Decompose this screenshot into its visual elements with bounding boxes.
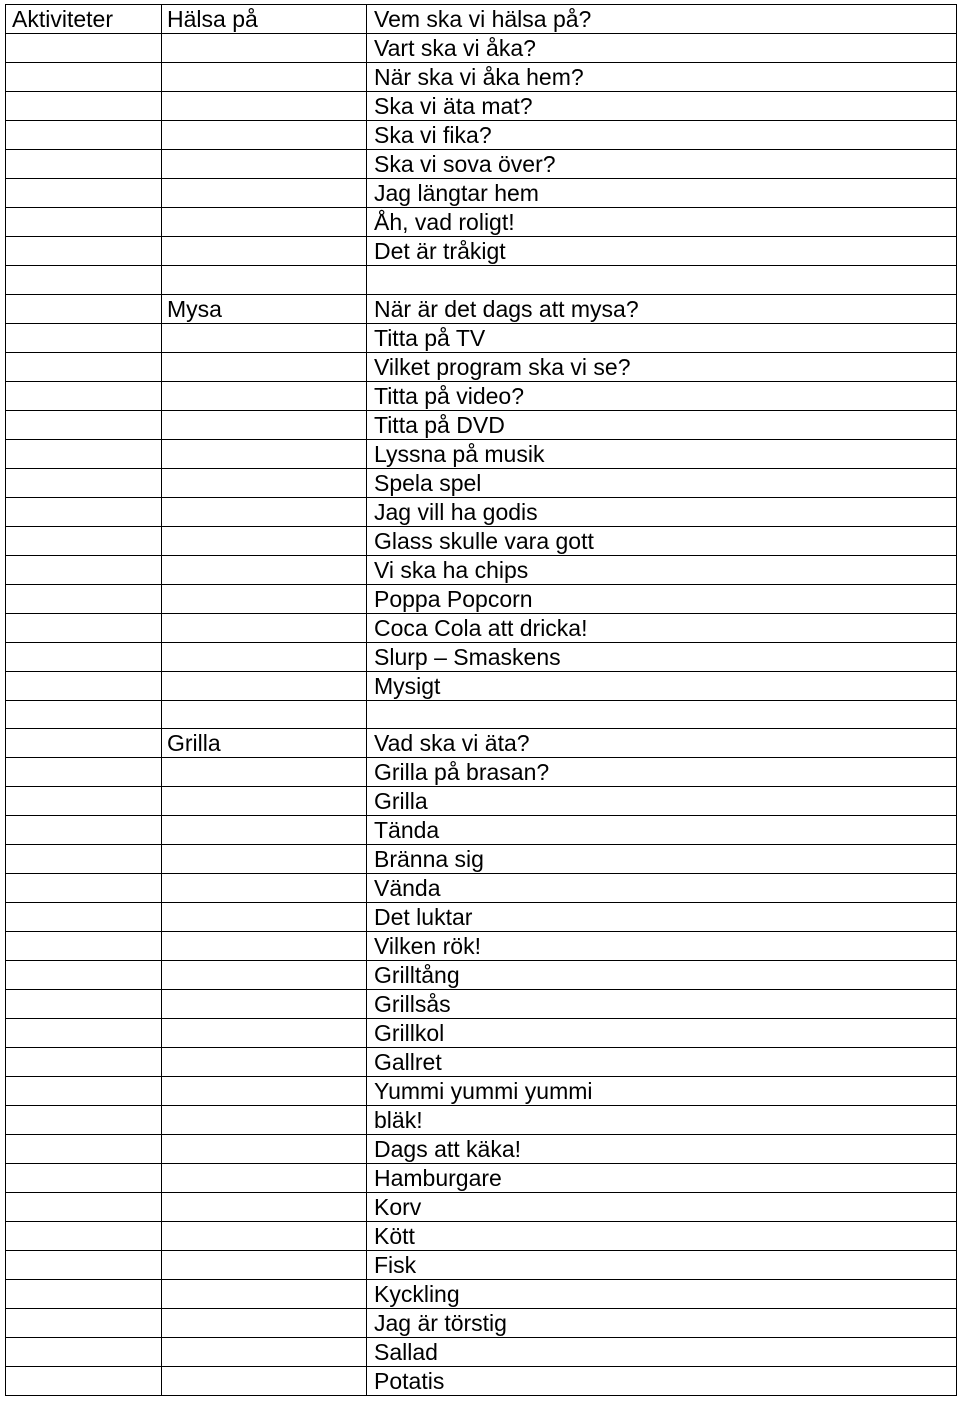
activity-cell <box>6 903 162 932</box>
table-row <box>6 1019 957 1048</box>
phrase-cell: Sallad <box>367 1338 957 1367</box>
table-row <box>6 92 957 121</box>
table-row <box>6 439 957 468</box>
activity-cell: Aktiviteter <box>6 5 162 34</box>
table-row <box>6 903 957 932</box>
phrase-cell: Potatis <box>367 1367 957 1396</box>
table-row <box>6 1338 957 1367</box>
category-cell <box>162 497 367 526</box>
phrase-cell: Det luktar <box>367 903 957 932</box>
activity-cell <box>6 1193 162 1222</box>
category-cell <box>162 845 367 874</box>
activity-cell <box>6 874 162 903</box>
activity-cell <box>6 787 162 816</box>
category-cell <box>162 1135 367 1164</box>
table-row <box>6 990 957 1019</box>
phrase-cell: Spela spel <box>367 468 957 497</box>
category-cell <box>162 410 367 439</box>
table-row <box>6 1309 957 1338</box>
table-row <box>6 1193 957 1222</box>
activity-cell <box>6 990 162 1019</box>
phrase-cell <box>367 700 957 729</box>
phrase-cell: Jag vill ha godis <box>367 497 957 526</box>
category-cell <box>162 1338 367 1367</box>
phrase-cell: Bränna sig <box>367 845 957 874</box>
table-row <box>6 1280 957 1309</box>
category-cell <box>162 700 367 729</box>
activity-cell <box>6 150 162 179</box>
phrase-cell: Grilltång <box>367 961 957 990</box>
category-cell <box>162 208 367 237</box>
table-row <box>6 787 957 816</box>
phrase-cell: Kyckling <box>367 1280 957 1309</box>
table-row <box>6 584 957 613</box>
category-cell <box>162 874 367 903</box>
phrase-cell: Hamburgare <box>367 1164 957 1193</box>
phrase-cell: Vilket program ska vi se? <box>367 352 957 381</box>
activity-cell <box>6 1222 162 1251</box>
category-cell <box>162 1193 367 1222</box>
category-cell <box>162 990 367 1019</box>
category-cell <box>162 237 367 266</box>
category-cell <box>162 468 367 497</box>
table-row <box>6 758 957 787</box>
table-row <box>6 1251 957 1280</box>
table-row <box>6 961 957 990</box>
table-row <box>6 266 957 295</box>
activity-cell <box>6 1338 162 1367</box>
phrase-cell: bläk! <box>367 1106 957 1135</box>
category-cell <box>162 584 367 613</box>
category-cell <box>162 1048 367 1077</box>
category-cell <box>162 1251 367 1280</box>
activity-cell <box>6 1048 162 1077</box>
category-cell <box>162 150 367 179</box>
category-cell <box>162 555 367 584</box>
category-cell <box>162 1309 367 1338</box>
activity-cell <box>6 700 162 729</box>
category-cell <box>162 381 367 410</box>
category-cell <box>162 932 367 961</box>
activity-cell <box>6 1019 162 1048</box>
table-row <box>6 468 957 497</box>
category-cell <box>162 1280 367 1309</box>
activity-cell <box>6 1135 162 1164</box>
table-row <box>6 5 957 34</box>
table-row <box>6 1222 957 1251</box>
activity-cell <box>6 34 162 63</box>
activity-cell <box>6 642 162 671</box>
phrase-cell: Lyssna på musik <box>367 439 957 468</box>
category-cell <box>162 92 367 121</box>
activity-cell <box>6 237 162 266</box>
activity-cell <box>6 1309 162 1338</box>
phrase-cell: Jag är törstig <box>367 1309 957 1338</box>
table-row <box>6 816 957 845</box>
category-cell: Mysa <box>162 294 367 323</box>
activity-cell <box>6 92 162 121</box>
activity-phrase-table <box>5 4 957 1396</box>
table-row <box>6 1048 957 1077</box>
phrase-cell: Yummi yummi yummi <box>367 1077 957 1106</box>
activity-cell <box>6 526 162 555</box>
table-row <box>6 381 957 410</box>
category-cell: Grilla <box>162 729 367 758</box>
activity-cell <box>6 1077 162 1106</box>
table-row <box>6 671 957 700</box>
activity-cell <box>6 381 162 410</box>
activity-cell <box>6 121 162 150</box>
phrase-cell: Mysigt <box>367 671 957 700</box>
table-row <box>6 526 957 555</box>
phrase-cell <box>367 266 957 295</box>
phrase-cell: Korv <box>367 1193 957 1222</box>
category-cell <box>162 266 367 295</box>
table-row <box>6 613 957 642</box>
phrase-cell: Titta på video? <box>367 381 957 410</box>
activity-cell <box>6 758 162 787</box>
table-row <box>6 63 957 92</box>
phrase-cell: Gallret <box>367 1048 957 1077</box>
activity-cell <box>6 468 162 497</box>
activity-cell <box>6 555 162 584</box>
activity-cell <box>6 1367 162 1396</box>
phrase-cell: Dags att käka! <box>367 1135 957 1164</box>
table-row <box>6 34 957 63</box>
category-cell <box>162 816 367 845</box>
table-row <box>6 729 957 758</box>
activity-cell <box>6 266 162 295</box>
table-row <box>6 1135 957 1164</box>
table-row <box>6 294 957 323</box>
table-row <box>6 323 957 352</box>
table-row <box>6 932 957 961</box>
table-row <box>6 700 957 729</box>
phrase-cell: Kött <box>367 1222 957 1251</box>
category-cell <box>162 903 367 932</box>
phrase-cell: Poppa Popcorn <box>367 584 957 613</box>
category-cell <box>162 323 367 352</box>
activity-cell <box>6 613 162 642</box>
category-cell <box>162 34 367 63</box>
category-cell <box>162 1106 367 1135</box>
phrase-cell: Fisk <box>367 1251 957 1280</box>
category-cell <box>162 787 367 816</box>
activity-cell <box>6 671 162 700</box>
table-body <box>6 5 957 1396</box>
phrase-cell: Coca Cola att dricka! <box>367 613 957 642</box>
category-cell <box>162 121 367 150</box>
table-row <box>6 1077 957 1106</box>
phrase-cell: När ska vi åka hem? <box>367 63 957 92</box>
category-cell <box>162 439 367 468</box>
activity-cell <box>6 63 162 92</box>
category-cell <box>162 526 367 555</box>
activity-cell <box>6 179 162 208</box>
table-row <box>6 845 957 874</box>
phrase-cell: Vi ska ha chips <box>367 555 957 584</box>
category-cell <box>162 613 367 642</box>
table-row <box>6 410 957 439</box>
phrase-cell: Jag längtar hem <box>367 179 957 208</box>
phrase-cell: Tända <box>367 816 957 845</box>
category-cell <box>162 179 367 208</box>
activity-cell <box>6 1280 162 1309</box>
activity-cell <box>6 1251 162 1280</box>
phrase-cell: Vilken rök! <box>367 932 957 961</box>
category-cell <box>162 961 367 990</box>
category-cell <box>162 63 367 92</box>
phrase-cell: Ska vi sova över? <box>367 150 957 179</box>
category-cell <box>162 352 367 381</box>
phrase-cell: Vart ska vi åka? <box>367 34 957 63</box>
phrase-cell: Ska vi fika? <box>367 121 957 150</box>
category-cell <box>162 1077 367 1106</box>
phrase-cell: Glass skulle vara gott <box>367 526 957 555</box>
table-row <box>6 497 957 526</box>
phrase-cell: Grillkol <box>367 1019 957 1048</box>
phrase-cell: Åh, vad roligt! <box>367 208 957 237</box>
table-row <box>6 150 957 179</box>
phrase-cell: Vem ska vi hälsa på? <box>367 5 957 34</box>
activity-cell <box>6 352 162 381</box>
category-cell <box>162 1019 367 1048</box>
category-cell <box>162 758 367 787</box>
phrase-cell: När är det dags att mysa? <box>367 294 957 323</box>
phrase-cell: Grillsås <box>367 990 957 1019</box>
category-cell <box>162 642 367 671</box>
activity-cell <box>6 208 162 237</box>
activity-cell <box>6 816 162 845</box>
phrase-cell: Grilla <box>367 787 957 816</box>
phrase-cell: Vända <box>367 874 957 903</box>
table-row <box>6 1164 957 1193</box>
table-row <box>6 874 957 903</box>
activity-cell <box>6 845 162 874</box>
table-row <box>6 1106 957 1135</box>
activity-cell <box>6 932 162 961</box>
table-row <box>6 121 957 150</box>
activity-cell <box>6 323 162 352</box>
category-cell: Hälsa på <box>162 5 367 34</box>
phrase-cell: Titta på DVD <box>367 410 957 439</box>
activity-cell <box>6 1106 162 1135</box>
table-row <box>6 237 957 266</box>
activity-cell <box>6 410 162 439</box>
phrase-cell: Ska vi äta mat? <box>367 92 957 121</box>
table-row <box>6 208 957 237</box>
activity-cell <box>6 294 162 323</box>
table-row <box>6 555 957 584</box>
activity-cell <box>6 1164 162 1193</box>
activity-cell <box>6 439 162 468</box>
category-cell <box>162 671 367 700</box>
activity-cell <box>6 961 162 990</box>
table-row <box>6 1367 957 1396</box>
table-row <box>6 642 957 671</box>
category-cell <box>162 1164 367 1193</box>
table-row <box>6 179 957 208</box>
category-cell <box>162 1367 367 1396</box>
activity-cell <box>6 729 162 758</box>
phrase-cell: Titta på TV <box>367 323 957 352</box>
activity-cell <box>6 584 162 613</box>
phrase-cell: Vad ska vi äta? <box>367 729 957 758</box>
phrase-cell: Slurp – Smaskens <box>367 642 957 671</box>
table-row <box>6 352 957 381</box>
activity-cell <box>6 497 162 526</box>
phrase-cell: Grilla på brasan? <box>367 758 957 787</box>
phrase-cell: Det är tråkigt <box>367 237 957 266</box>
category-cell <box>162 1222 367 1251</box>
